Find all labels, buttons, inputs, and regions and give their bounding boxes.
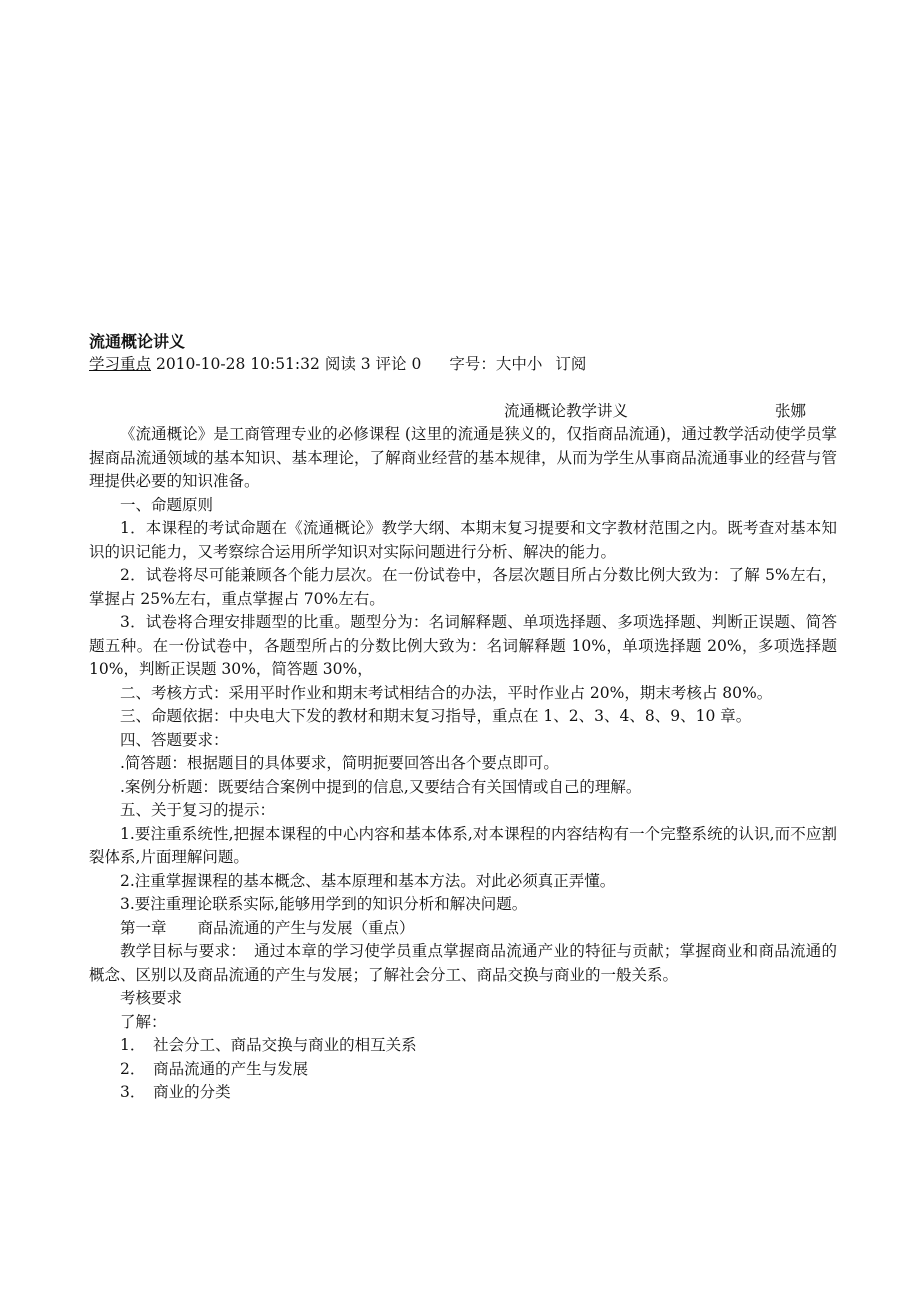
chapter-1-understand: 了解：	[120, 1012, 167, 1031]
section-5-item-1: 1.要注重系统性,把握本课程的中心内容和基本体系,对本课程的内容结构有一个完整系统的认识,而不应割裂体系,片面理解问题。	[89, 824, 837, 866]
category-link[interactable]: 学习重点	[89, 355, 152, 373]
article	[89, 330, 837, 1105]
doc-author: 张娜	[775, 401, 807, 420]
comment-count[interactable]: 评论 0	[375, 355, 422, 373]
font-size-small[interactable]: 小	[526, 355, 543, 373]
section-3: 三、命题依据：中央电大下发的教材和期末复习指导，重点在 1、2、3、4、8、9、10 章。	[120, 707, 752, 725]
section-1-point-3: 3．试卷将合理安排题型的比重。题型分为：名词解释题、单项选择题、多项选择题、判断正误题、简答题五种。在一份试卷中，各题型所占的分数比例大致为：名词解释题 10%，单项选择题 20%，多项选择题 10%，判断正误题 30%，简答题 30%，	[89, 613, 837, 678]
section-1-title: 一、命题原则	[120, 495, 214, 514]
section-4-item-a: .简答题：根据题目的具体要求，简明扼要回答出各个要点即可。	[120, 754, 559, 772]
doc-heading: 流通概论教学讲义	[504, 401, 629, 420]
section-1-point-2: 2．试卷将尽可能兼顾各个能力层次。在一份试卷中，各层次题目所占分数比例大致为：了解 5%左右，掌握占 25%左右，重点掌握占 70%左右。	[89, 566, 837, 608]
read-count: 阅读 3	[324, 355, 371, 373]
section-5-title: 五、关于复习的提示：	[120, 801, 276, 819]
chapter-1-title: 第一章 商品流通的产生与发展（重点）	[120, 918, 415, 937]
chapter-1-goals: 教学目标与要求： 通过本章的学习使学员重点掌握商品流通产业的特征与贡献；掌握商业和商品流通的概念、区别以及商品流通的产生与发展；了解社会分工、商品交换与商业的一般关系。	[89, 942, 837, 984]
list-item: 2． 商品流通的产生与发展	[120, 1059, 309, 1078]
section-4-title: 四、答题要求：	[120, 730, 229, 749]
article-title: 流通概论讲义	[89, 332, 186, 351]
section-5-item-2: 2.注重掌握课程的基本概念、基本原理和基本方法。对此必须真正弄懂。	[120, 871, 616, 890]
article-meta	[89, 353, 837, 377]
section-1-point-1: 1．本课程的考试命题在《流通概论》教学大纲、本期末复习提要和文字教材范围之内。既考查对基本知识的识记能力，又考察综合运用所学知识对实际问题进行分析、解决的能力。	[89, 519, 837, 561]
subscribe-link[interactable]: 订阅	[555, 355, 587, 373]
font-size-label: 字号：	[449, 355, 496, 373]
font-size-large[interactable]: 大	[495, 355, 512, 373]
font-size-medium[interactable]: 中	[511, 355, 527, 373]
section-5-item-3: 3.要注重理论联系实际,能够用学到的知识分析和解决问题。	[120, 895, 528, 913]
timestamp: 2010-10-28 10:51:32	[155, 355, 320, 373]
section-4-item-b: .案例分析题：既要结合案例中提到的信息,又要结合有关国情或自己的理解。	[120, 777, 642, 796]
section-2: 二、考核方式：采用平时作业和期末考试相结合的办法，平时作业占 20%，期末考核占 80%。	[120, 683, 773, 702]
intro-paragraph: 《流通概论》是工商管理专业的必修课程 (这里的流通是狭义的，仅指商品流通)，通过教学活动使学员掌握商品流通领域的基本知识、基本理论，了解商业经营的基本规律，从而为学生从事商品流通事业的经营与管理提供必要的知识准备。	[89, 425, 837, 490]
chapter-1-requirements: 考核要求	[120, 989, 183, 1007]
list-item: 3． 商业的分类	[120, 1083, 231, 1101]
list-item: 1． 社会分工、商品交换与商业的相互关系	[120, 1036, 417, 1054]
doc-heading-line	[89, 400, 837, 424]
